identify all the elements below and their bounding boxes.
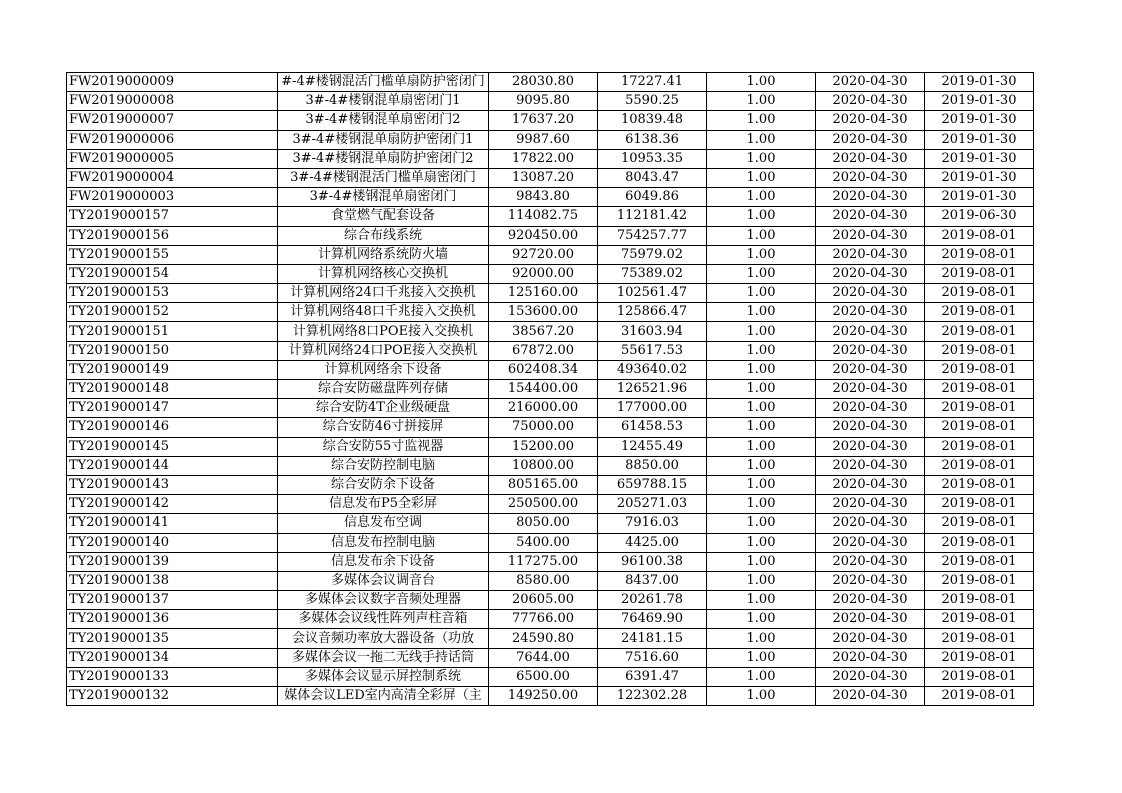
quantity-cell: 1.00 [707,514,816,533]
asset-name-cell [278,188,489,207]
quantity-cell: 1.00 [707,284,816,303]
date1-cell: 2020-04-30 [816,456,925,475]
original-value-cell: 92720.00 [489,245,598,264]
asset-table [66,72,1034,706]
net-value-cell: 31603.94 [598,322,707,341]
net-value-cell: 75979.02 [598,245,707,264]
table-row [67,533,1034,552]
net-value-cell: 75389.02 [598,264,707,283]
original-value-cell: 38567.20 [489,322,598,341]
asset-name-cell [278,360,489,379]
date2-cell: 2019-01-30 [925,149,1034,168]
asset-name-cell [278,245,489,264]
asset-name-cell [278,591,489,610]
asset-name-text: 计算机网络余下设备 [324,361,442,377]
asset-code-cell: TY2019000154 [67,264,278,283]
table-row [67,629,1034,648]
asset-name-cell [278,168,489,187]
asset-name-cell [278,264,489,283]
table-row [67,571,1034,590]
date2-cell: 2019-08-01 [925,514,1034,533]
asset-name-text: 3#-4#楼钢混活门槛单扇密闭门 [290,170,476,186]
asset-code-cell: TY2019000142 [67,495,278,514]
date1-cell: 2020-04-30 [816,437,925,456]
date2-cell: 2019-01-30 [925,111,1034,130]
date2-cell: 2019-08-01 [925,226,1034,245]
net-value-cell: 7916.03 [598,514,707,533]
table-row [67,226,1034,245]
quantity-cell: 1.00 [707,149,816,168]
net-value-cell: 122302.28 [598,687,707,706]
asset-name-text: 计算机网络24口千兆接入交换机 [290,285,476,301]
quantity-cell: 1.00 [707,207,816,226]
asset-code-cell: TY2019000145 [67,437,278,456]
quantity-cell: 1.00 [707,475,816,494]
quantity-cell: 1.00 [707,687,816,706]
date2-cell: 2019-08-01 [925,495,1034,514]
asset-code-cell: TY2019000152 [67,303,278,322]
asset-code-cell: TY2019000147 [67,399,278,418]
asset-name-cell [278,380,489,399]
asset-name-cell [278,552,489,571]
table-row [67,188,1034,207]
table-row [67,437,1034,456]
quantity-cell: 1.00 [707,264,816,283]
original-value-cell: 154400.00 [489,380,598,399]
asset-name-text: 3#-4#楼钢混单扇密闭门 [309,189,457,205]
date2-cell: 2019-08-01 [925,591,1034,610]
asset-code-cell: FW2019000008 [67,92,278,111]
net-value-cell: 8437.00 [598,571,707,590]
quantity-cell: 1.00 [707,629,816,648]
date1-cell: 2020-04-30 [816,399,925,418]
asset-name-cell [278,648,489,667]
asset-name-text: 信息发布余下设备 [330,553,435,569]
asset-name-text: 计算机网络24口POE接入交换机 [288,342,478,358]
table-row [67,380,1034,399]
net-value-cell: 754257.77 [598,226,707,245]
original-value-cell: 149250.00 [489,687,598,706]
table-row [67,130,1034,149]
asset-name-text: 计算机网络系统防火墙 [317,246,448,262]
date2-cell: 2019-08-01 [925,418,1034,437]
date1-cell: 2020-04-30 [816,322,925,341]
asset-name-cell [278,687,489,706]
quantity-cell: 1.00 [707,168,816,187]
net-value-cell: 17227.41 [598,73,707,92]
quantity-cell: 1.00 [707,591,816,610]
quantity-cell: 1.00 [707,610,816,629]
asset-name-cell [278,533,489,552]
table-row [67,73,1034,92]
asset-name-text: 综合安防55寸监视器 [322,438,444,454]
quantity-cell: 1.00 [707,418,816,437]
table-row [67,168,1034,187]
original-value-cell: 75000.00 [489,418,598,437]
net-value-cell: 4425.00 [598,533,707,552]
asset-code-cell: TY2019000148 [67,380,278,399]
asset-name-cell [278,475,489,494]
asset-code-cell: TY2019000146 [67,418,278,437]
date1-cell: 2020-04-30 [816,475,925,494]
table-row [67,284,1034,303]
table-row [67,687,1034,706]
original-value-cell: 13087.20 [489,168,598,187]
asset-name-cell [278,207,489,226]
asset-name-text: 信息发布空调 [343,515,422,531]
asset-name-text: 综合安防控制电脑 [330,457,435,473]
asset-code-cell: TY2019000150 [67,341,278,360]
table-row [67,207,1034,226]
quantity-cell: 1.00 [707,571,816,590]
date2-cell: 2019-08-01 [925,264,1034,283]
date1-cell: 2020-04-30 [816,552,925,571]
date2-cell: 2019-08-01 [925,456,1034,475]
asset-name-text: 多媒体会议线性阵列声柱音箱 [298,611,468,627]
table-row [67,514,1034,533]
original-value-cell: 67872.00 [489,341,598,360]
date2-cell: 2019-08-01 [925,667,1034,686]
date1-cell: 2020-04-30 [816,73,925,92]
date2-cell: 2019-08-01 [925,399,1034,418]
asset-name-cell [278,149,489,168]
asset-name-cell [278,284,489,303]
quantity-cell: 1.00 [707,648,816,667]
net-value-cell: 6049.86 [598,188,707,207]
quantity-cell: 1.00 [707,667,816,686]
original-value-cell: 9095.80 [489,92,598,111]
asset-name-text: 信息发布控制电脑 [330,534,435,550]
quantity-cell: 1.00 [707,552,816,571]
asset-name-text: 信息发布P5全彩屏 [328,496,438,512]
asset-name-cell [278,456,489,475]
table-body [67,73,1034,706]
original-value-cell: 8580.00 [489,571,598,590]
asset-name-text: 3#-4#楼钢混单扇密闭门1 [305,93,461,109]
asset-name-text: 综合安防余下设备 [330,477,435,493]
table-row [67,360,1034,379]
date1-cell: 2020-04-30 [816,418,925,437]
date2-cell: 2019-08-01 [925,341,1034,360]
date1-cell: 2020-04-30 [816,303,925,322]
net-value-cell: 7516.60 [598,648,707,667]
table-row [67,648,1034,667]
date1-cell: 2020-04-30 [816,188,925,207]
asset-name-text: 计算机网络48口千兆接入交换机 [290,304,476,320]
asset-name-cell [278,437,489,456]
date1-cell: 2020-04-30 [816,168,925,187]
asset-name-cell [278,667,489,686]
table-row [67,111,1034,130]
asset-name-text: 综合安防磁盘阵列存储 [317,381,448,397]
date1-cell: 2020-04-30 [816,571,925,590]
asset-code-cell: TY2019000133 [67,667,278,686]
asset-name-text: 多媒体会议数字音频处理器 [304,592,461,608]
date2-cell: 2019-08-01 [925,360,1034,379]
asset-code-cell: TY2019000136 [67,610,278,629]
original-value-cell: 153600.00 [489,303,598,322]
asset-name-text: 多媒体会议一拖二无线手持话筒 [291,649,474,665]
date2-cell: 2019-08-01 [925,322,1034,341]
original-value-cell: 9987.60 [489,130,598,149]
net-value-cell: 112181.42 [598,207,707,226]
net-value-cell: 8043.47 [598,168,707,187]
date2-cell: 2019-08-01 [925,687,1034,706]
asset-code-cell: TY2019000139 [67,552,278,571]
asset-code-cell: TY2019000134 [67,648,278,667]
asset-name-text: #-4#楼钢混活门槛单扇防护密闭门 [281,74,485,90]
table-row [67,610,1034,629]
quantity-cell: 1.00 [707,456,816,475]
quantity-cell: 1.00 [707,73,816,92]
asset-code-cell: TY2019000156 [67,226,278,245]
original-value-cell: 216000.00 [489,399,598,418]
asset-code-cell: TY2019000155 [67,245,278,264]
asset-name-cell [278,629,489,648]
date2-cell: 2019-06-30 [925,207,1034,226]
quantity-cell: 1.00 [707,303,816,322]
asset-name-cell [278,92,489,111]
asset-name-text: 食堂燃气配套设备 [330,208,435,224]
date2-cell: 2019-01-30 [925,73,1034,92]
original-value-cell: 20605.00 [489,591,598,610]
original-value-cell: 125160.00 [489,284,598,303]
quantity-cell: 1.00 [707,226,816,245]
date2-cell: 2019-08-01 [925,437,1034,456]
original-value-cell: 5400.00 [489,533,598,552]
original-value-cell: 77766.00 [489,610,598,629]
date1-cell: 2020-04-30 [816,495,925,514]
date1-cell: 2020-04-30 [816,648,925,667]
date1-cell: 2020-04-30 [816,207,925,226]
date1-cell: 2020-04-30 [816,92,925,111]
original-value-cell: 920450.00 [489,226,598,245]
date1-cell: 2020-04-30 [816,380,925,399]
table-row [67,322,1034,341]
asset-name-cell [278,495,489,514]
asset-code-cell: FW2019000003 [67,188,278,207]
quantity-cell: 1.00 [707,360,816,379]
table-row [67,495,1034,514]
table-row [67,341,1034,360]
date1-cell: 2020-04-30 [816,149,925,168]
asset-code-cell: TY2019000141 [67,514,278,533]
quantity-cell: 1.00 [707,495,816,514]
date2-cell: 2019-08-01 [925,245,1034,264]
quantity-cell: 1.00 [707,130,816,149]
table-row [67,591,1034,610]
asset-code-cell: TY2019000132 [67,687,278,706]
date1-cell: 2020-04-30 [816,629,925,648]
date1-cell: 2020-04-30 [816,226,925,245]
date1-cell: 2020-04-30 [816,130,925,149]
net-value-cell: 12455.49 [598,437,707,456]
quantity-cell: 1.00 [707,92,816,111]
original-value-cell: 9843.80 [489,188,598,207]
quantity-cell: 1.00 [707,188,816,207]
asset-name-cell [278,514,489,533]
net-value-cell: 55617.53 [598,341,707,360]
quantity-cell: 1.00 [707,380,816,399]
asset-name-cell [278,322,489,341]
original-value-cell: 17637.20 [489,111,598,130]
table-row [67,399,1034,418]
date2-cell: 2019-08-01 [925,284,1034,303]
table-row [67,418,1034,437]
date1-cell: 2020-04-30 [816,111,925,130]
date2-cell: 2019-08-01 [925,552,1034,571]
asset-code-cell: TY2019000143 [67,475,278,494]
asset-name-text: 3#-4#楼钢混单扇密闭门2 [305,112,461,128]
asset-name-cell [278,399,489,418]
asset-name-cell [278,571,489,590]
table-row [67,245,1034,264]
date1-cell: 2020-04-30 [816,245,925,264]
date2-cell: 2019-01-30 [925,188,1034,207]
date1-cell: 2020-04-30 [816,687,925,706]
net-value-cell: 8850.00 [598,456,707,475]
net-value-cell: 24181.15 [598,629,707,648]
original-value-cell: 117275.00 [489,552,598,571]
asset-name-text: 3#-4#楼钢混单扇防护密闭门2 [292,150,474,166]
original-value-cell: 805165.00 [489,475,598,494]
asset-code-cell: TY2019000153 [67,284,278,303]
asset-name-cell [278,610,489,629]
original-value-cell: 28030.80 [489,73,598,92]
table-row [67,475,1034,494]
date2-cell: 2019-08-01 [925,303,1034,322]
net-value-cell: 20261.78 [598,591,707,610]
asset-code-cell: TY2019000149 [67,360,278,379]
original-value-cell: 602408.34 [489,360,598,379]
original-value-cell: 114082.75 [489,207,598,226]
asset-name-cell [278,111,489,130]
date1-cell: 2020-04-30 [816,533,925,552]
asset-code-cell: FW2019000005 [67,149,278,168]
date2-cell: 2019-01-30 [925,168,1034,187]
quantity-cell: 1.00 [707,322,816,341]
date2-cell: 2019-08-01 [925,610,1034,629]
date1-cell: 2020-04-30 [816,284,925,303]
asset-name-text: 3#-4#楼钢混单扇防护密闭门1 [292,131,474,147]
net-value-cell: 6391.47 [598,667,707,686]
quantity-cell: 1.00 [707,111,816,130]
asset-code-cell: FW2019000006 [67,130,278,149]
asset-code-cell: TY2019000140 [67,533,278,552]
asset-name-text: 计算机网络核心交换机 [317,265,448,281]
date1-cell: 2020-04-30 [816,514,925,533]
asset-name-text: 综合布线系统 [343,227,422,243]
asset-name-cell [278,226,489,245]
date2-cell: 2019-08-01 [925,533,1034,552]
date1-cell: 2020-04-30 [816,667,925,686]
asset-code-cell: FW2019000009 [67,73,278,92]
asset-name-cell [278,418,489,437]
date1-cell: 2020-04-30 [816,264,925,283]
table-row [67,149,1034,168]
original-value-cell: 92000.00 [489,264,598,283]
asset-name-text: 多媒体会议显示屏控制系统 [304,668,461,684]
table-row [67,92,1034,111]
quantity-cell: 1.00 [707,399,816,418]
original-value-cell: 10800.00 [489,456,598,475]
net-value-cell: 659788.15 [598,475,707,494]
date2-cell: 2019-08-01 [925,380,1034,399]
date1-cell: 2020-04-30 [816,360,925,379]
table-row [67,667,1034,686]
date2-cell: 2019-08-01 [925,475,1034,494]
date1-cell: 2020-04-30 [816,610,925,629]
original-value-cell: 7644.00 [489,648,598,667]
asset-name-cell [278,130,489,149]
quantity-cell: 1.00 [707,533,816,552]
net-value-cell: 61458.53 [598,418,707,437]
net-value-cell: 177000.00 [598,399,707,418]
net-value-cell: 5590.25 [598,92,707,111]
net-value-cell: 10839.48 [598,111,707,130]
date2-cell: 2019-08-01 [925,629,1034,648]
net-value-cell: 76469.90 [598,610,707,629]
date1-cell: 2020-04-30 [816,341,925,360]
original-value-cell: 8050.00 [489,514,598,533]
asset-code-cell: TY2019000138 [67,571,278,590]
asset-name-cell [278,341,489,360]
original-value-cell: 250500.00 [489,495,598,514]
original-value-cell: 15200.00 [489,437,598,456]
original-value-cell: 17822.00 [489,149,598,168]
table-row [67,552,1034,571]
date2-cell: 2019-01-30 [925,130,1034,149]
quantity-cell: 1.00 [707,437,816,456]
asset-name-cell [278,303,489,322]
asset-code-cell: TY2019000135 [67,629,278,648]
date2-cell: 2019-08-01 [925,571,1034,590]
asset-code-cell: TY2019000137 [67,591,278,610]
asset-name-text: 媒体会议LED室内高清全彩屏（主 [284,688,482,704]
asset-name-text: 综合安防46寸拼接屏 [322,419,444,435]
net-value-cell: 126521.96 [598,380,707,399]
quantity-cell: 1.00 [707,245,816,264]
asset-code-cell: TY2019000151 [67,322,278,341]
net-value-cell: 96100.38 [598,552,707,571]
asset-name-text: 多媒体会议调音台 [330,572,435,588]
net-value-cell: 493640.02 [598,360,707,379]
table-row [67,264,1034,283]
table-row [67,456,1034,475]
original-value-cell: 24590.80 [489,629,598,648]
net-value-cell: 102561.47 [598,284,707,303]
net-value-cell: 205271.03 [598,495,707,514]
table-row [67,303,1034,322]
asset-code-cell: FW2019000004 [67,168,278,187]
net-value-cell: 125866.47 [598,303,707,322]
asset-code-cell: TY2019000157 [67,207,278,226]
asset-name-cell [278,73,489,92]
net-value-cell: 10953.35 [598,149,707,168]
quantity-cell: 1.00 [707,341,816,360]
date2-cell: 2019-08-01 [925,648,1034,667]
asset-name-text: 计算机网络8口POE接入交换机 [292,323,474,339]
date1-cell: 2020-04-30 [816,591,925,610]
asset-name-text: 会议音频功率放大器设备（功放 [291,630,474,646]
asset-code-cell: TY2019000144 [67,456,278,475]
date2-cell: 2019-01-30 [925,92,1034,111]
original-value-cell: 6500.00 [489,667,598,686]
net-value-cell: 6138.36 [598,130,707,149]
asset-code-cell: FW2019000007 [67,111,278,130]
asset-name-text: 综合安防4T企业级硬盘 [316,400,450,416]
